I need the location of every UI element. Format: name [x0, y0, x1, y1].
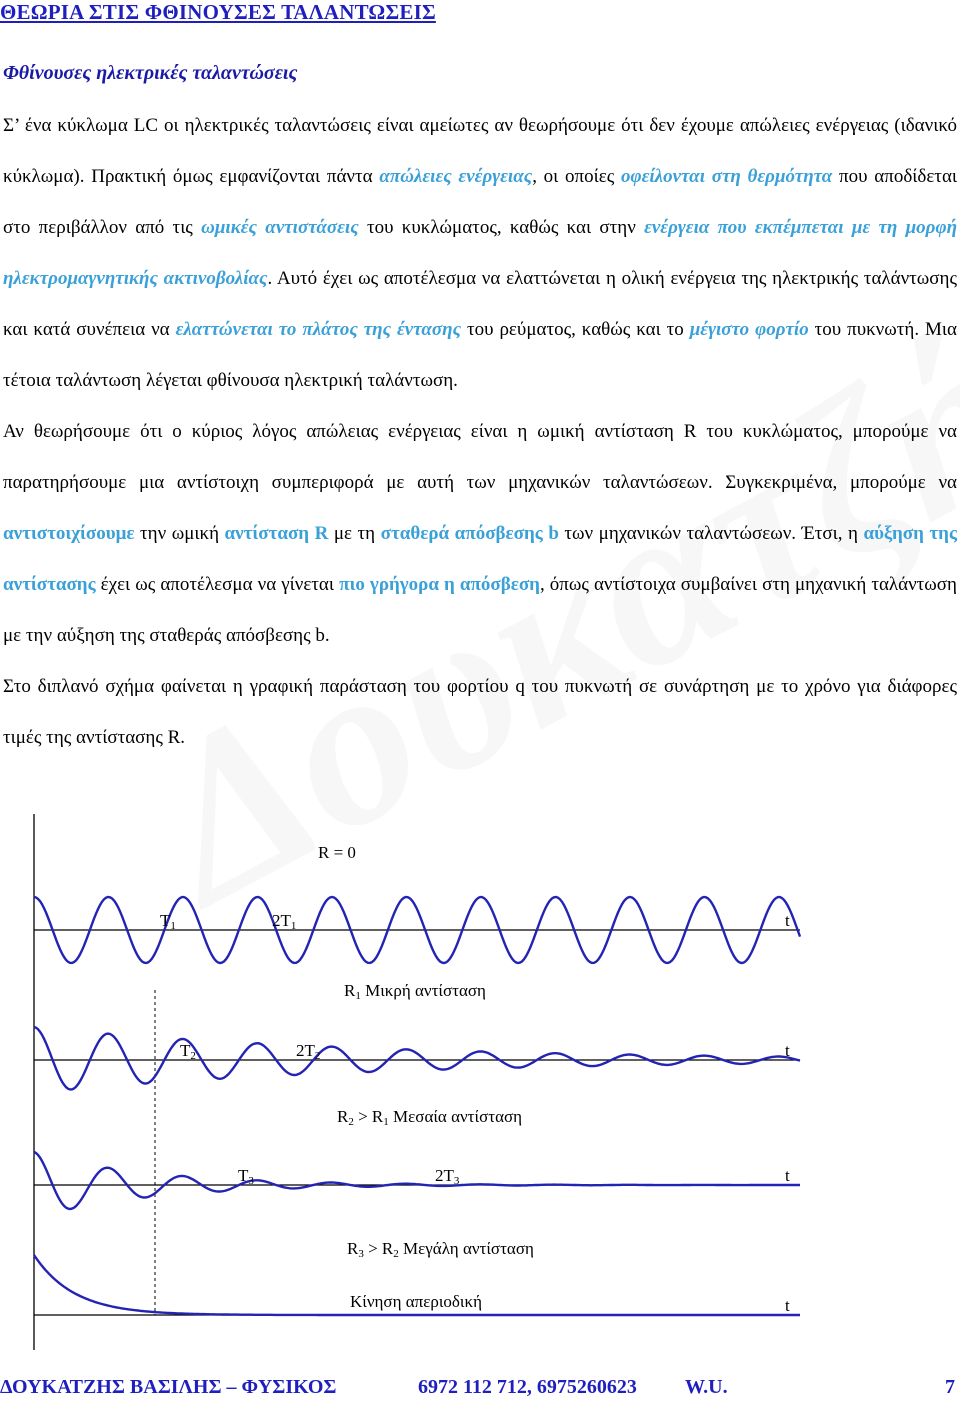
highlight-term: σταθερά απόσβεσης b [380, 523, 559, 544]
panel-label: R = 0 [318, 843, 356, 862]
text-run: του κυκλώματος, καθώς και στην [358, 217, 645, 238]
text-run: του ρεύματος, καθώς και το [461, 319, 690, 340]
highlight-term: ελαττώνεται το πλάτος της έντασης [175, 319, 462, 340]
highlight-term: αύξηση της αντίστασης [3, 523, 957, 595]
highlight-term: αντιστοιχίσουμε [3, 523, 135, 544]
page-number: 7 [945, 1376, 955, 1398]
period-label: T1 [160, 911, 176, 932]
footer-author: ΔΟΥΚΑΤΖΗΣ ΒΑΣΙΛΗΣ – ΦΥΣΙΚΟΣ [0, 1376, 337, 1398]
text-run: , οι οποίες [532, 166, 621, 187]
charge-waveform [34, 1152, 800, 1209]
double-period-label: 2T1 [272, 911, 297, 932]
text-run: Σ’ ένα κύκλωμα LC οι ηλεκτρικές ταλαντώσεις είναι αμείωτες αν θεωρήσουμε ότι δεν έχουμε απώλειες ενέργειας (ιδανικό κύκλωμα). Πρακτική όμως εμφανίζονται πάντα [3, 115, 957, 187]
text-run: . Αυτό έχει ως αποτέλεσμα να ελαττώνεται η ολική ενέργεια της ηλεκτρικής ταλάντωσης και κατά συνέπεια να [3, 268, 957, 340]
period-label: T2 [180, 1041, 196, 1062]
highlight-term: απώλειες ενέργειας [379, 166, 533, 187]
text-run: με τη [328, 523, 381, 544]
footer-wu: W.U. [685, 1376, 728, 1398]
damped-oscillation-figure [0, 810, 960, 1370]
text-run: , όπως αντίστοιχα συμβαίνει στη μηχανική ταλάντωση με την αύξηση της σταθεράς απόσβεσης b. [3, 574, 957, 646]
highlight-term: οφείλονται στη θερμότητα [620, 166, 833, 187]
highlight-term: ωμικές αντιστάσεις [201, 217, 359, 238]
page-title: ΘΕΩΡΙΑ ΣΤΙΣ ΦΘΙΝΟΥΣΕΣ ΤΑΛΑΝΤΩΣΕΙΣ [0, 0, 436, 24]
footer-phones: 6972 112 712, 6975260623 [418, 1376, 637, 1398]
text-run: έχει ως αποτέλεσμα να γίνεται [95, 574, 340, 595]
highlight-term: αντίσταση R [224, 523, 329, 544]
double-period-label: 2T3 [435, 1166, 460, 1187]
aperiodic-label: Κίνηση απεριοδική [350, 1292, 482, 1311]
time-axis-label: t [785, 1041, 790, 1060]
paragraph-3 [3, 661, 957, 763]
paragraph-2 [3, 406, 957, 661]
text-run: Αν θεωρήσουμε ότι ο κύριος λόγος απώλειας ενέργειας είναι η ωμική αντίσταση R του κυκλώματος, μπορούμε να παρατηρήσουμε μια αντίστοιχη συμπεριφορά με αυτή των μηχανικών ταλαντώσεων. Συγκεκριμένα, μπορούμε να [3, 421, 957, 493]
body-text [3, 100, 957, 763]
panel-label: R1 Μικρή αντίσταση [344, 981, 486, 1002]
panel-label: R3 > R2 Μεγάλη αντίσταση [347, 1239, 534, 1260]
section-title: Φθίνουσες ηλεκτρικές ταλαντώσεις [3, 62, 298, 84]
text-run: των μηχανικών ταλαντώσεων. Έτσι, η [558, 523, 864, 544]
text-run: την ωμική [134, 523, 225, 544]
double-period-label: 2T2 [296, 1041, 321, 1062]
text-run: Στο διπλανό σχήμα φαίνεται η γραφική παράσταση του φορτίου q του πυκνωτή σε συνάρτηση με το χρόνο για διάφορες τιμές της αντίστασης R. [3, 676, 957, 748]
panel-label: R2 > R1 Μεσαία αντίσταση [337, 1107, 523, 1128]
time-axis-label: t [785, 1296, 790, 1315]
charge-waveform [34, 1027, 800, 1089]
text-run: που αποδίδεται στο περιβάλλον από τις [3, 166, 958, 238]
time-axis-label: t [785, 1166, 790, 1185]
paragraph-1 [3, 100, 957, 406]
highlight-term: μέγιστο φορτίο [689, 319, 809, 340]
text-run: του πυκνωτή. Μια τέτοια ταλάντωση λέγεται φθίνουσα ηλεκτρική ταλάντωση. [3, 319, 957, 391]
highlight-term: ενέργεια που εκπέμπεται με τη μορφή ηλεκτρομαγνητικής ακτινοβολίας [3, 217, 957, 289]
highlight-term: πιο γρήγορα η απόσβεση [339, 574, 540, 595]
time-axis-label: t [785, 911, 790, 930]
period-label: T3 [238, 1166, 254, 1187]
